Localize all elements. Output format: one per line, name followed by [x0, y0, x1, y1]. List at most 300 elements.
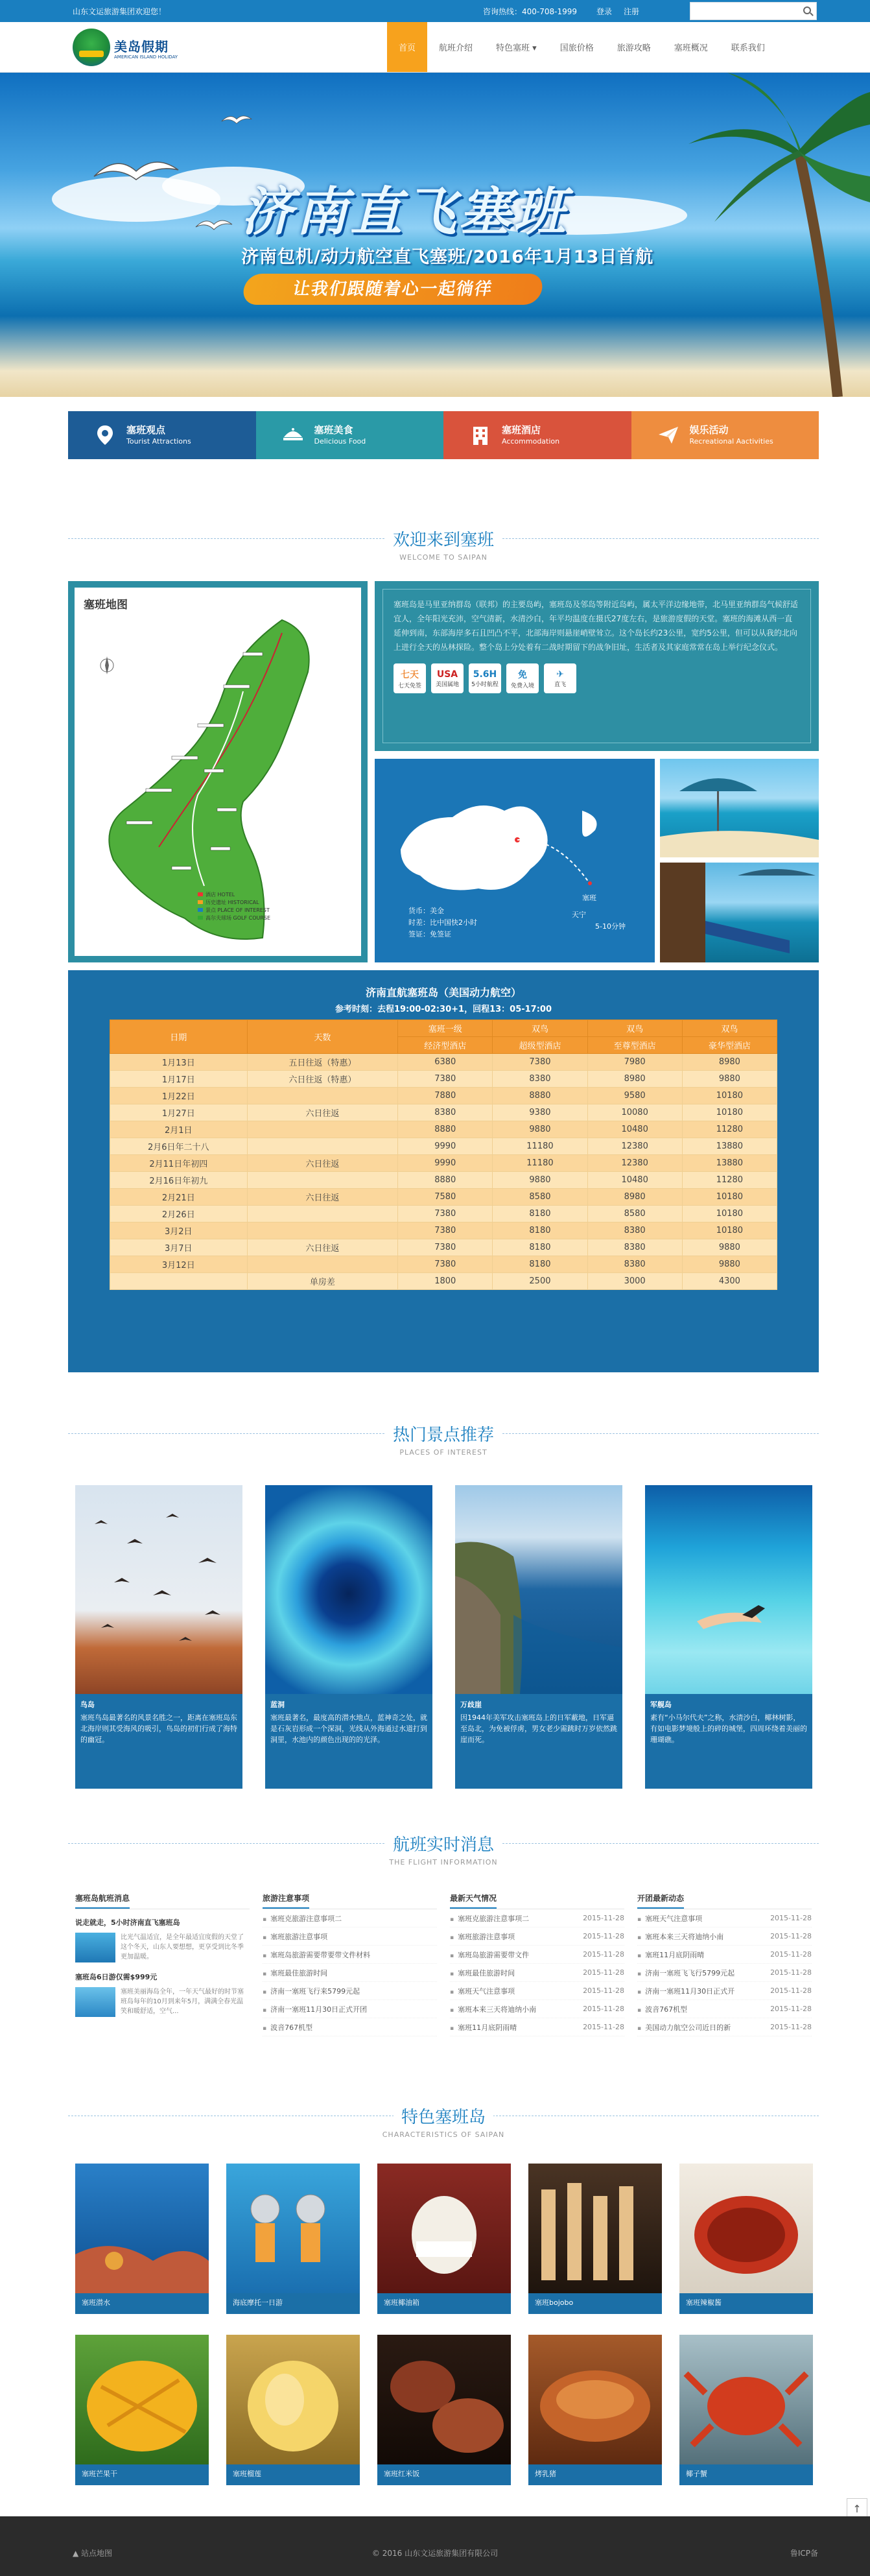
hotel-icon — [469, 424, 491, 446]
nav-guide[interactable]: 旅游攻略 — [617, 43, 651, 53]
intro-panel — [375, 581, 819, 751]
section-title-cn: 欢迎来到塞班 — [385, 527, 502, 551]
news-item[interactable] — [450, 1909, 624, 1927]
table-row — [110, 1206, 777, 1222]
table-row — [110, 1121, 777, 1138]
news-item[interactable] — [450, 1927, 624, 1946]
legend-item: 高尔夫球场 GOLF COURSE — [206, 915, 271, 921]
pin-icon — [94, 424, 116, 446]
table-cell: 9580 — [587, 1088, 682, 1104]
price-table-body — [110, 1054, 777, 1290]
table-cell: 4300 — [682, 1273, 777, 1290]
feature-row — [75, 2335, 812, 2485]
news-item[interactable] — [637, 2018, 812, 2036]
arrow-up-icon: ↑ — [852, 2502, 862, 2515]
news-item-title: ▪ 波音767机型 — [637, 2004, 687, 2014]
table-cell — [110, 1273, 248, 1290]
table-header: 塞班一级 — [398, 1020, 493, 1037]
news-item-date: 2015-11-28 — [770, 1986, 812, 1995]
table-cell: 13880 — [682, 1155, 777, 1172]
spot-name: 万歧崖 — [460, 1700, 482, 1709]
welcome-text: 山东文运旅游集团欢迎您！ — [73, 7, 167, 16]
table-header: 双鸟 — [493, 1020, 587, 1037]
news-item[interactable] — [637, 2000, 812, 2018]
table-cell: 8380 — [398, 1104, 493, 1121]
table-cell: 1月27日 — [110, 1104, 248, 1121]
table-cell: 2月11日年初四 — [110, 1155, 248, 1172]
news-grid — [75, 1892, 812, 2100]
china-route-map — [375, 759, 655, 962]
plane-icon — [657, 424, 679, 446]
beach-chairs-photo[interactable] — [660, 863, 819, 962]
spot-card[interactable] — [265, 1485, 432, 1789]
table-row — [110, 1273, 777, 1290]
section-title-en: CHARACTERISTICS OF SAIPAN — [382, 2130, 505, 2139]
table-row — [110, 1088, 777, 1104]
table-cell: 9880 — [682, 1256, 777, 1273]
feature-card[interactable] — [226, 2164, 360, 2314]
table-cell: 10480 — [587, 1172, 682, 1189]
table-cell: 六日往返 — [247, 1239, 398, 1256]
news-item-date: 2015-11-28 — [770, 2005, 812, 2013]
news-item[interactable] — [637, 1946, 812, 1964]
news-item[interactable] — [263, 1964, 437, 1982]
category-subtitle: Accommodation — [502, 437, 560, 446]
table-cell: 2月21日 — [110, 1189, 248, 1206]
main-nav — [387, 22, 777, 72]
table-cell: 8180 — [493, 1222, 587, 1239]
news-item-title: ▪ 美国动力航空公司近日的新 — [637, 2022, 731, 2033]
news-thumbnail[interactable] — [75, 1933, 115, 1962]
news-item[interactable] — [450, 2000, 624, 2018]
table-header: 日期 — [110, 1020, 248, 1054]
flight-schedule-panel — [68, 970, 819, 1372]
feature-label: 塞班榴莲 — [233, 2470, 261, 2478]
top-bar — [0, 0, 870, 22]
news-item-title: ▪ 波音767机型 — [263, 2022, 312, 2033]
badge-visa-free: 七天 七天免签 — [394, 663, 426, 693]
news-section-title — [68, 1831, 819, 1866]
news-item[interactable] — [637, 1927, 812, 1946]
table-cell: 9990 — [398, 1138, 493, 1155]
news-item-date: 2015-11-28 — [583, 1932, 624, 1940]
news-item-date: 2015-11-28 — [583, 2023, 624, 2031]
news-item-title: ▪ 塞班天气注意事项 — [637, 1913, 702, 1924]
category-subtitle: Tourist Attractions — [126, 437, 191, 446]
table-cell: 7380 — [398, 1256, 493, 1273]
beach-umbrella-photo[interactable] — [660, 759, 819, 857]
table-cell: 3月2日 — [110, 1222, 248, 1239]
legend-item: 景点 PLACE OF INTEREST — [206, 907, 270, 913]
category-title: 娱乐活动 — [689, 424, 729, 436]
news-item[interactable] — [263, 2018, 437, 2036]
map-label: 塞班地图 — [84, 599, 128, 612]
category-attractions[interactable] — [68, 411, 256, 459]
table-cell: 8880 — [493, 1088, 587, 1104]
spot-card[interactable] — [75, 1485, 242, 1789]
icp-text: 鲁ICP备 — [790, 2549, 818, 2558]
table-cell: 11280 — [682, 1172, 777, 1189]
news-item-title: ▪ 塞班本来三天将迪纳小南 — [637, 1931, 723, 1942]
table-row — [110, 1054, 777, 1071]
news-lead-desc: 比光气温适宜，是全年最适宜度假的天堂了这个冬天，山东人要想想，更享受到比冬季更加温暖。 — [121, 1934, 244, 1961]
managaha-photo — [645, 1485, 812, 1694]
table-cell — [247, 1222, 398, 1239]
travel-info: 货币：美金 时差：比中国快2小时 签证：免签证 — [408, 907, 477, 938]
dried-mango-photo — [75, 2335, 209, 2464]
photo-stack — [660, 759, 819, 962]
search-icon[interactable] — [803, 6, 811, 14]
news-column — [263, 1892, 437, 2100]
diving-photo — [75, 2164, 209, 2293]
palm-tree-icon — [676, 73, 870, 397]
table-row — [110, 1155, 777, 1172]
feature-card[interactable] — [377, 2164, 511, 2314]
table-cell: 8380 — [587, 1256, 682, 1273]
table-row — [110, 1138, 777, 1155]
table-cell: 3000 — [587, 1273, 682, 1290]
feature-label: 烤乳猪 — [535, 2470, 556, 2478]
news-item-title: ▪ 塞班11月底阴雨晴 — [637, 1950, 704, 1960]
map-canvas — [75, 588, 361, 956]
sitemap-icon: ▲ — [73, 2549, 82, 2558]
dest-label: 塞班 — [582, 894, 596, 902]
news-item[interactable] — [263, 1909, 437, 1927]
table-cell: 10480 — [587, 1121, 682, 1138]
news-item-title: ▪ 塞班岛旅游需要带文件 — [450, 1950, 529, 1960]
table-cell: 10180 — [682, 1189, 777, 1206]
feature-card[interactable] — [75, 2164, 209, 2314]
news-item-date: 2015-11-28 — [770, 1932, 812, 1940]
coconut-crab-photo — [679, 2335, 813, 2464]
news-column-heading: 开团最新动态 — [637, 1894, 684, 1909]
search-input[interactable] — [690, 2, 817, 20]
news-thumbnail[interactable] — [75, 1987, 115, 2017]
bojobo-photo — [528, 2164, 662, 2293]
spot-name: 蓝洞 — [270, 1700, 285, 1709]
feature-label: 塞班辣椒酱 — [686, 2298, 722, 2307]
news-item[interactable] — [263, 1946, 437, 1964]
news-item-date: 2015-11-28 — [583, 1914, 624, 1922]
table-cell: 8880 — [398, 1121, 493, 1138]
register-link[interactable]: 注册 — [624, 7, 640, 16]
news-item-date: 2015-11-28 — [770, 1968, 812, 1977]
table-header: 豪华型酒店 — [682, 1037, 777, 1054]
table-row — [110, 1071, 777, 1088]
table-row — [110, 1104, 777, 1121]
section-title-cn: 特色塞班岛 — [394, 2104, 493, 2128]
news-column — [637, 1892, 812, 2100]
news-list — [637, 1909, 812, 2036]
feature-card[interactable] — [75, 2335, 209, 2485]
news-item-date: 2015-11-28 — [583, 1950, 624, 1959]
feature-card[interactable] — [528, 2335, 662, 2485]
table-cell: 10180 — [682, 1206, 777, 1222]
spots-grid — [75, 1485, 812, 1789]
logo-mark-icon — [73, 29, 110, 66]
hero-banner[interactable] — [0, 73, 870, 397]
table-cell: 五日往返（特惠） — [247, 1054, 398, 1071]
spot-card[interactable] — [645, 1485, 812, 1789]
table-row — [110, 1256, 777, 1273]
island-map-icon — [88, 614, 347, 951]
table-cell: 7380 — [398, 1222, 493, 1239]
feature-card[interactable] — [679, 2335, 813, 2485]
badge-free-entry: 免 免费入境 — [506, 663, 539, 693]
spot-desc: 素有“小马尔代夫”之称，水清沙白，椰林树影，有如电影梦境般上的碎的城堡，四周环绕着美丽的珊瑚礁。 — [650, 1713, 807, 1744]
table-cell: 7380 — [398, 1206, 493, 1222]
category-title: 塞班美食 — [314, 424, 353, 436]
hot-section-title — [68, 1422, 819, 1457]
nav-featured[interactable]: 特色塞班 ▾ — [496, 43, 537, 53]
hotline-text: 咨询热线：400-708-1999 — [483, 7, 578, 16]
section-title-en: THE FLIGHT INFORMATION — [389, 1858, 498, 1866]
feature-label: 塞班椰油箱 — [384, 2298, 419, 2307]
news-item-title: ▪ 塞班旅游注意事项 — [450, 1931, 515, 1942]
saipan-map-panel[interactable] — [68, 581, 368, 962]
table-cell: 9880 — [493, 1172, 587, 1189]
table-cell: 9880 — [493, 1121, 587, 1138]
feature-card[interactable] — [377, 2335, 511, 2485]
feature-label: 塞班bojobo — [535, 2298, 574, 2307]
news-item-title: ▪ 塞班最佳旅游时间 — [450, 1968, 515, 1978]
welcome-section-title — [68, 527, 819, 562]
table-header: 至尊型酒店 — [587, 1037, 682, 1054]
news-item[interactable] — [637, 1909, 812, 1927]
nav-home[interactable]: 首页 — [387, 22, 427, 72]
table-cell: 10080 — [587, 1104, 682, 1121]
news-item-title: ▪ 塞班克旅游注意事项二 — [450, 1913, 529, 1924]
feature-card[interactable] — [679, 2164, 813, 2314]
feature-card[interactable] — [226, 2335, 360, 2485]
china-map-icon — [388, 791, 647, 908]
table-cell: 7880 — [398, 1088, 493, 1104]
feature-row — [75, 2164, 812, 2314]
table-cell: 2月1日 — [110, 1121, 248, 1138]
table-cell: 8980 — [587, 1071, 682, 1088]
table-cell: 7980 — [587, 1054, 682, 1071]
region-label: 天宁 — [572, 911, 586, 919]
spot-card[interactable] — [455, 1485, 622, 1789]
news-item[interactable] — [263, 2000, 437, 2018]
nav-contact[interactable]: 联系我们 — [731, 43, 765, 53]
news-column-heading: 旅游注意事项 — [263, 1894, 309, 1909]
table-cell: 8980 — [587, 1189, 682, 1206]
news-item[interactable] — [450, 1982, 624, 2000]
category-hotel[interactable] — [443, 411, 631, 459]
category-title: 塞班酒店 — [502, 424, 541, 436]
table-cell: 7380 — [398, 1071, 493, 1088]
table-cell: 9880 — [682, 1239, 777, 1256]
intro-text: 塞班岛是马里亚纳群岛（联邦）的主要岛屿，塞班岛及邻岛等附近岛屿，属太平洋边缘地带，北马里亚纳群岛气候舒适宜人，全年阳光充沛，空气清新，水清沙白，年平均温度在摄氏27度左右，是旅游度假的天堂。塞班的海滩从西一直延伸到南，东部海岸多石且凹凸不平，北部海岸则悬崖峭壁耸立。这个岛长约23公里，宽约5公里，但可以从我的北向上进行全天的丛林探险。整个岛上分处着有二战时期留下的战争旧址，生活者及其家庭常常在岛上举行纪念仪式。 — [394, 600, 799, 652]
table-cell: 六日往返 — [247, 1104, 398, 1121]
table-row — [110, 1189, 777, 1206]
spot-name: 军舰岛 — [650, 1700, 672, 1709]
feature-card[interactable] — [528, 2164, 662, 2314]
news-item-title: ▪ 塞班岛旅游需要带要带文件材料 — [263, 1950, 370, 1960]
sitemap-link[interactable]: ▲ 站点地图 — [73, 2549, 113, 2558]
news-item-title: ▪ 塞班克旅游注意事项二 — [263, 1913, 342, 1924]
news-item[interactable] — [637, 1982, 812, 2000]
table-cell: 6380 — [398, 1054, 493, 1071]
news-lead-title[interactable]: 说走就走，5小时济南直飞塞班岛 — [75, 1918, 180, 1927]
news-column-heading: 塞班岛航班消息 — [75, 1894, 130, 1909]
table-cell: 8180 — [493, 1239, 587, 1256]
news-lead-title[interactable]: 塞班岛6日游仅需$999元 — [75, 1973, 158, 1981]
table-header: 双鸟 — [587, 1020, 682, 1037]
banner-title: 济南直飞塞班 — [241, 182, 568, 242]
nav-overview[interactable]: 塞班概况 — [674, 43, 708, 53]
category-subtitle: Recreational Aactivities — [689, 437, 773, 446]
table-cell — [247, 1138, 398, 1155]
nav-price[interactable]: 国旅价格 — [559, 43, 594, 53]
news-list — [450, 1909, 624, 2036]
flight-title: 济南直航塞班岛（美国动力航空） — [365, 986, 521, 999]
category-activities[interactable] — [631, 411, 819, 459]
table-cell: 9990 — [398, 1155, 493, 1172]
table-cell — [247, 1172, 398, 1189]
durian-photo — [226, 2335, 360, 2464]
red-rice-photo — [377, 2335, 511, 2464]
news-item[interactable] — [263, 1982, 437, 2000]
table-row — [110, 1172, 777, 1189]
table-row — [110, 1239, 777, 1256]
table-cell: 11180 — [493, 1138, 587, 1155]
table-header: 超级型酒店 — [493, 1037, 587, 1054]
news-item[interactable] — [637, 1964, 812, 1982]
spot-desc: 塞班鸟岛最著名的风景名胜之一，距离在塞班岛东北海岸则其受海风的吸引，鸟岛的初们行成了海特的幽冠。 — [80, 1713, 237, 1744]
news-lead-desc: 塞班美丽海岛全年，一年天气最好的时节塞班岛每年的10月到来年5月，满满全春光温笑和暖舒适，空气... — [121, 1988, 244, 2015]
logo[interactable] — [73, 29, 189, 67]
table-cell — [247, 1206, 398, 1222]
chili-sauce-photo — [679, 2164, 813, 2293]
news-column — [450, 1892, 624, 2100]
footer — [0, 2516, 870, 2576]
table-cell: 六日往返 — [247, 1155, 398, 1172]
table-cell: 六日往返（特惠） — [247, 1071, 398, 1088]
news-item[interactable] — [450, 1964, 624, 1982]
table-cell: 11180 — [493, 1155, 587, 1172]
news-item-date: 2015-11-28 — [770, 1914, 812, 1922]
hours-label: 5-10分钟 — [595, 922, 626, 931]
table-cell: 13880 — [682, 1138, 777, 1155]
flight-subtitle: 参考时刻：去程19:00-02:30+1，回程13：05-17:00 — [335, 1005, 552, 1014]
badge-direct: ✈ 直飞 — [544, 663, 576, 693]
spot-desc: 因1944年美军攻击塞班岛上的日军蔽地，日军逼至岛北，为免被俘虏，男女老少需跳时万岁依然跳崖而死。 — [460, 1713, 617, 1744]
table-cell: 1月17日 — [110, 1071, 248, 1088]
category-food[interactable] — [256, 411, 444, 459]
nav-flight[interactable]: 航班介绍 — [439, 43, 473, 53]
badge-flight-time: 5.6H 5小时航程 — [469, 663, 501, 693]
table-cell: 2月26日 — [110, 1206, 248, 1222]
logo-name: 美岛假期 — [114, 39, 169, 54]
news-list — [263, 1909, 437, 2036]
table-cell: 2月16日年初九 — [110, 1172, 248, 1189]
feature-label: 海底摩托一日游 — [233, 2298, 283, 2307]
bird-island-photo — [75, 1485, 242, 1694]
sea-walker-photo — [226, 2164, 360, 2293]
feature-label: 椰子蟹 — [686, 2470, 707, 2478]
news-item[interactable] — [263, 1927, 437, 1946]
feature-label: 塞班潜水 — [82, 2298, 110, 2307]
table-cell: 9880 — [682, 1071, 777, 1088]
price-table — [110, 1020, 777, 1290]
table-cell: 2500 — [493, 1273, 587, 1290]
table-cell — [247, 1121, 398, 1138]
section-title-cn: 航班实时消息 — [385, 1831, 502, 1855]
seagull-icon — [91, 150, 182, 189]
table-cell: 8580 — [493, 1189, 587, 1206]
table-cell — [247, 1256, 398, 1273]
table-cell: 8580 — [587, 1206, 682, 1222]
table-cell: 六日往返 — [247, 1189, 398, 1206]
news-item-title: ▪ 塞班天气注意事项 — [450, 1986, 515, 1996]
special-section-title — [68, 2104, 819, 2139]
spot-name: 鸟岛 — [80, 1700, 95, 1709]
table-cell: 8380 — [493, 1071, 587, 1088]
table-cell: 12380 — [587, 1155, 682, 1172]
news-column — [75, 1892, 250, 2100]
table-cell: 8180 — [493, 1256, 587, 1273]
copyright: © 2016 山东文运旅游集团有限公司 — [371, 2549, 499, 2558]
news-item-title: ▪ 济南一塞班飞飞行5799元起 — [637, 1968, 735, 1978]
category-bar — [68, 411, 819, 459]
banner-slogan: 让我们跟随着心一起徜徉 — [241, 274, 545, 305]
table-cell: 1月22日 — [110, 1088, 248, 1104]
news-item-date: 2015-11-28 — [583, 2005, 624, 2013]
roast-pig-photo — [528, 2335, 662, 2464]
section-title-cn: 热门景点推荐 — [385, 1422, 502, 1446]
coconut-oil-photo — [377, 2164, 511, 2293]
news-item-title: ▪ 塞班11月底阴雨晴 — [450, 2022, 517, 2033]
news-column-heading: 最新天气情况 — [450, 1894, 497, 1909]
table-cell: 10180 — [682, 1104, 777, 1121]
compass-icon — [100, 656, 113, 674]
table-cell: 单房差 — [247, 1273, 398, 1290]
table-cell: 12380 — [587, 1138, 682, 1155]
table-cell: 1月13日 — [110, 1054, 248, 1071]
section-title-en: WELCOME TO SAIPAN — [399, 553, 488, 562]
category-title: 塞班观点 — [126, 424, 166, 436]
table-cell: 8180 — [493, 1206, 587, 1222]
news-item[interactable] — [450, 2018, 624, 2036]
table-cell: 8380 — [587, 1222, 682, 1239]
table-cell: 11280 — [682, 1121, 777, 1138]
table-row — [110, 1222, 777, 1239]
logo-tagline: AMERICAN ISLAND HOLIDAY — [114, 54, 178, 60]
table-cell: 3月12日 — [110, 1256, 248, 1273]
category-subtitle: Delicious Food — [314, 437, 366, 446]
section-title-en: PLACES OF INTEREST — [399, 1448, 488, 1457]
blue-hole-photo — [265, 1485, 432, 1694]
seagull-icon — [194, 215, 233, 232]
seagull-icon — [220, 112, 253, 126]
login-link[interactable]: 登录 — [596, 7, 613, 16]
table-cell: 9380 — [493, 1104, 587, 1121]
table-cell: 10180 — [682, 1088, 777, 1104]
table-header: 天数 — [247, 1020, 398, 1054]
feature-label: 塞班芒果干 — [82, 2470, 117, 2478]
badge-usa: USA 美国属地 — [431, 663, 464, 693]
news-item[interactable] — [450, 1946, 624, 1964]
table-cell — [247, 1088, 398, 1104]
news-item-title: ▪ 塞班旅游注意事项 — [263, 1931, 327, 1942]
food-icon — [282, 424, 304, 446]
table-cell: 8880 — [398, 1172, 493, 1189]
table-cell: 10180 — [682, 1222, 777, 1239]
spot-desc: 塞班最著名，最度高的潜水地点，蓝神奇之处，就是石灰岩形成一个深洞，光线从外海通过水道打到洞里，水池内的颜色出现的的光泽。 — [270, 1713, 427, 1744]
legend-item: 酒店 HOTEL — [206, 892, 235, 898]
